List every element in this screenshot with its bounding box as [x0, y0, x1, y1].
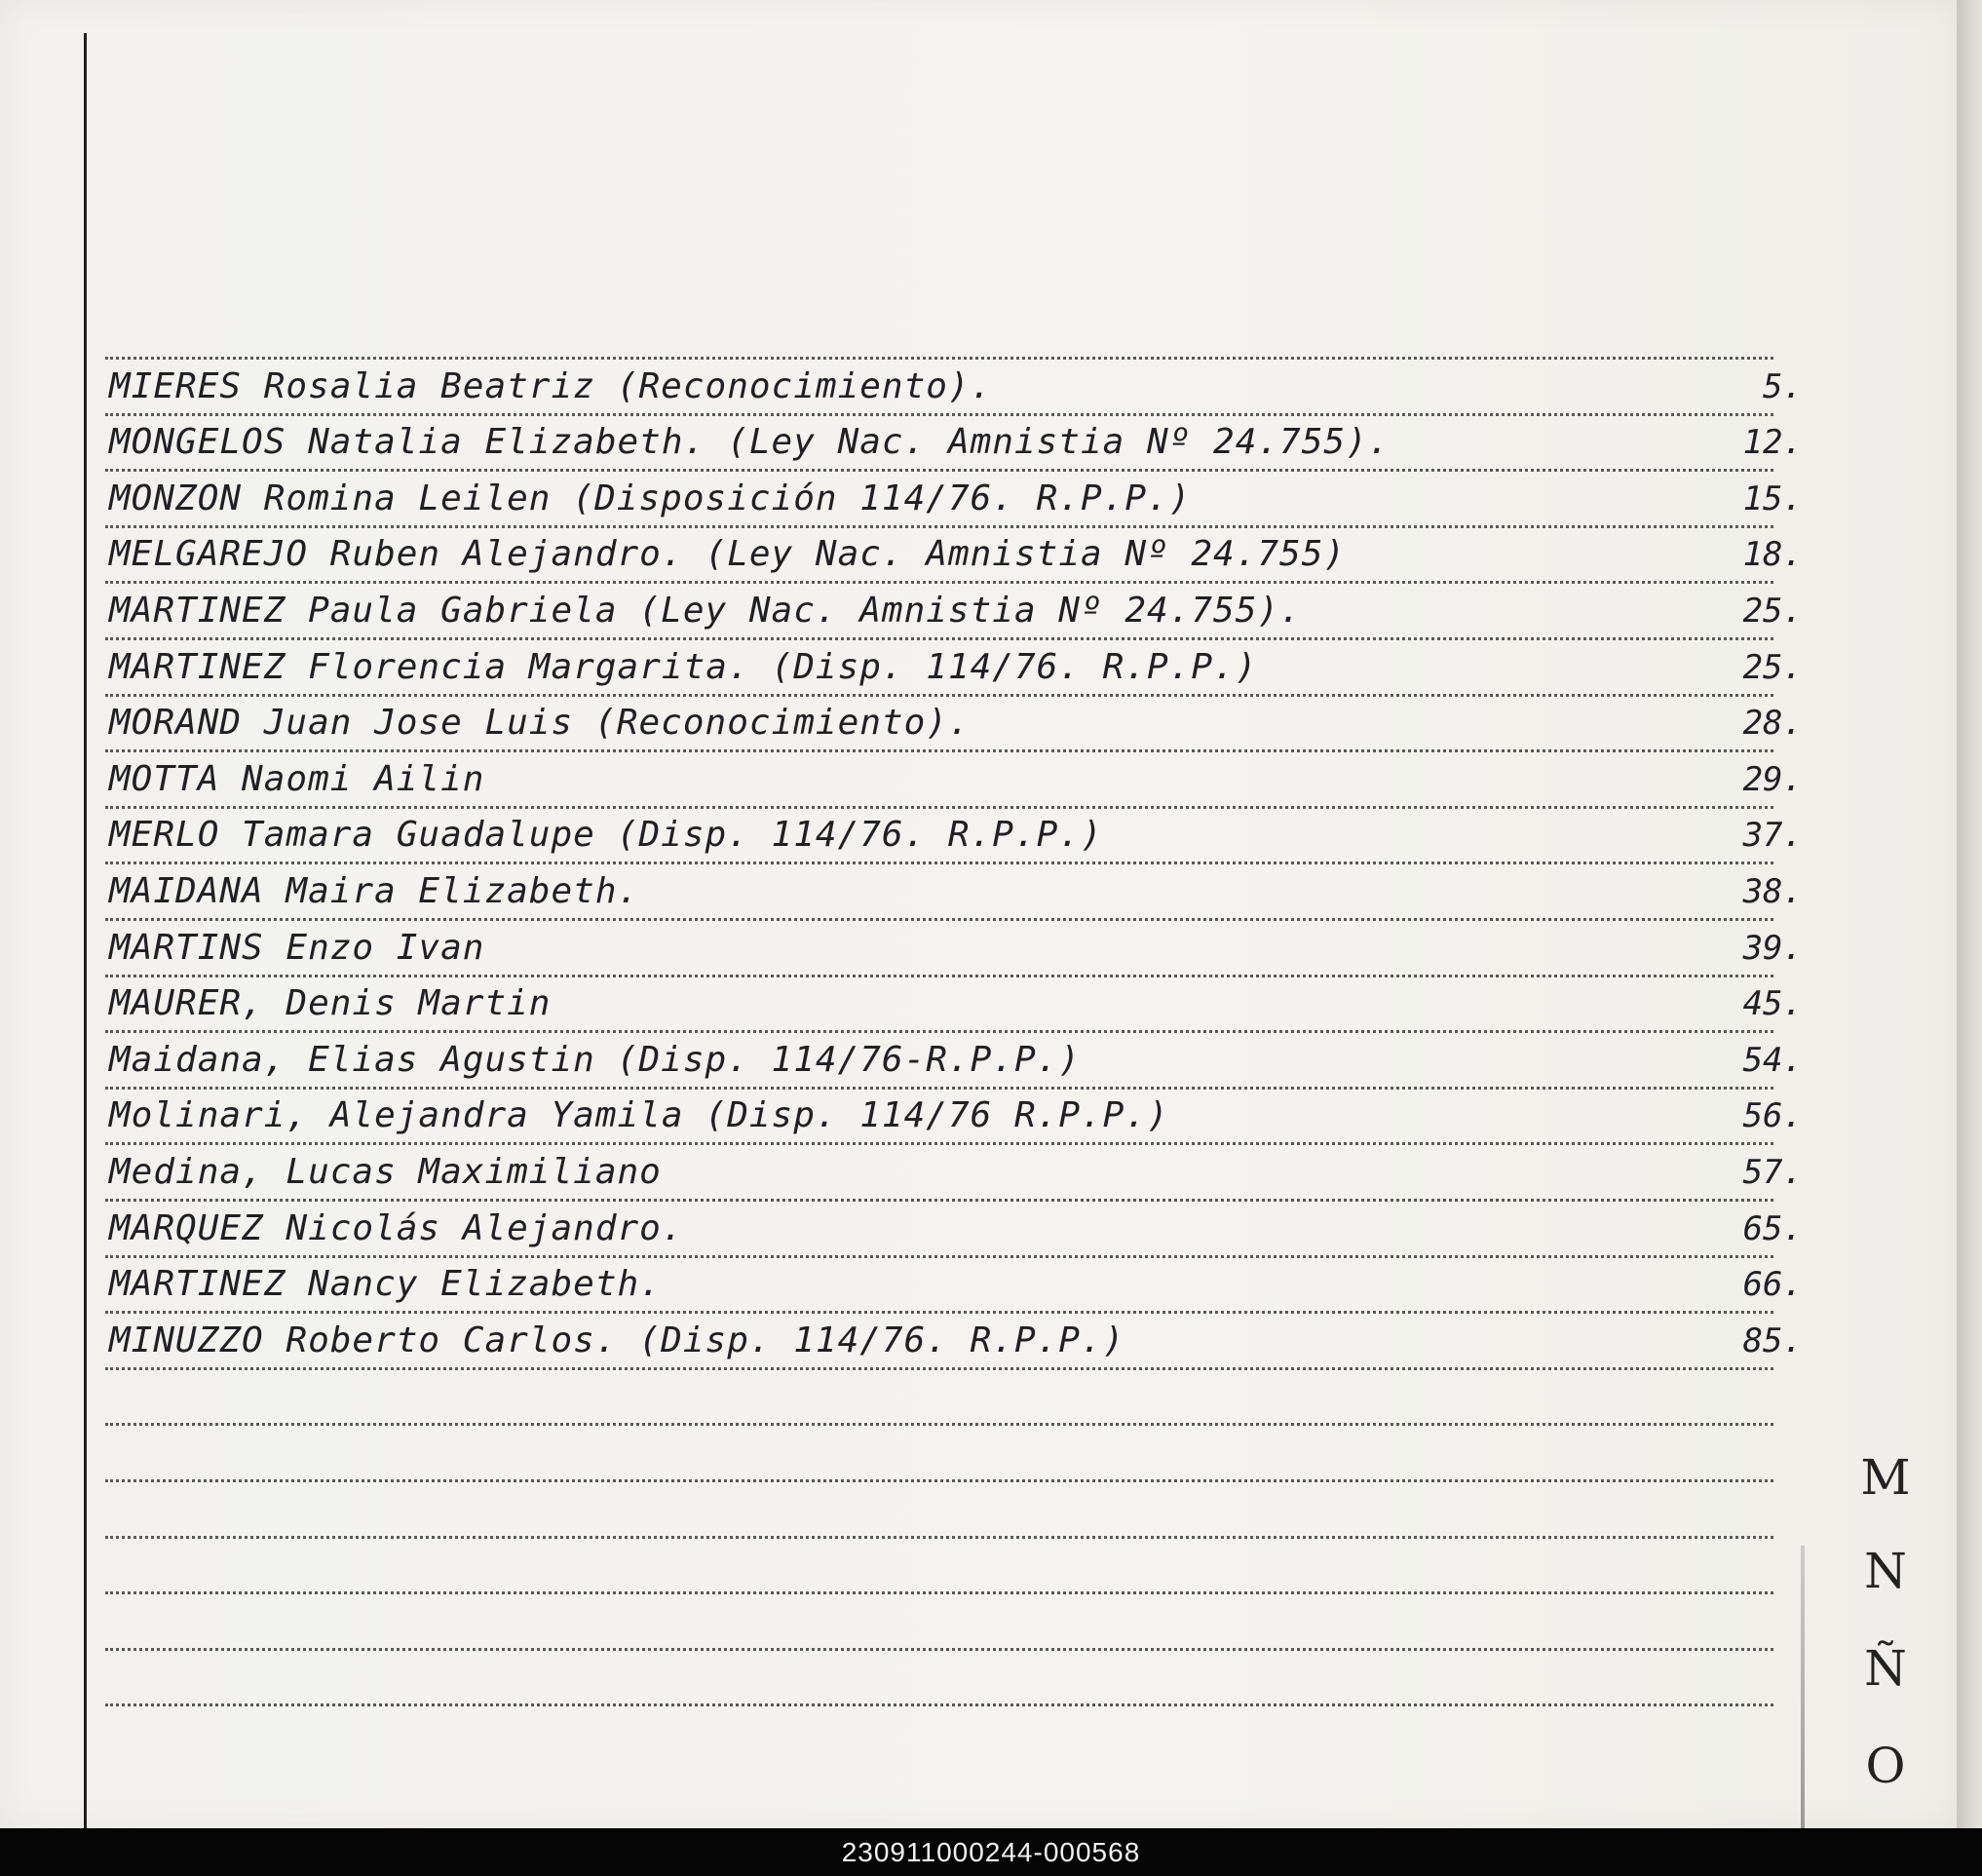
list-item	[109, 1201, 1551, 1257]
footer-bar	[0, 1828, 1982, 1876]
entry-page-number: 5.	[1763, 367, 1803, 406]
index-tab-letter[interactable]: N	[1864, 1543, 1907, 1599]
list-item	[109, 414, 1551, 471]
entry-name: Medina, Lucas Maximiliano	[109, 1152, 662, 1192]
ruled-line	[105, 1423, 1773, 1426]
entry-page-number: 18.	[1742, 535, 1803, 574]
ruled-line	[105, 1479, 1773, 1482]
list-item	[109, 471, 1551, 527]
entry-note: (Disp. 114/76 R.P.P.)	[705, 1095, 1169, 1135]
entry-name: MARTINS Enzo Ivan	[109, 928, 485, 968]
entry-note: (Disp. 114/76. R.P.P.)	[616, 815, 1103, 855]
entry-page-number: 54.	[1742, 1041, 1803, 1080]
entry-page-number: 25.	[1742, 648, 1803, 687]
entry-page-number: 57.	[1742, 1153, 1803, 1192]
entry-name: MELGAREJO Ruben Alejandro.	[109, 534, 684, 574]
entry-name: MARTINEZ Paula Gabriela	[109, 591, 618, 631]
entry-page-number: 85.	[1742, 1321, 1803, 1360]
entry-page-number: 29.	[1742, 760, 1803, 799]
list-item	[109, 1032, 1551, 1089]
entry-name: MARTINEZ Florencia Margarita.	[109, 647, 750, 687]
entry-name: MAURER, Denis Martin	[109, 983, 552, 1023]
entry-name: MONZON Romina Leilen	[109, 479, 552, 518]
document-code: 230911000244-000568	[841, 1837, 1141, 1867]
entry-name: MIERES Rosalia Beatriz	[109, 366, 595, 406]
entry-page-number: 39.	[1742, 929, 1803, 968]
ruled-line	[105, 1648, 1773, 1651]
entry-name: MORAND Juan Jose Luis	[109, 703, 574, 743]
entry-note: (Reconocimiento).	[616, 366, 993, 406]
entry-page-number: 45.	[1742, 984, 1803, 1023]
entry-page-number: 28.	[1742, 704, 1803, 743]
list-item	[109, 526, 1551, 583]
list-item	[109, 863, 1551, 920]
entry-note: (Ley Nac. Amnistia Nº 24.755).	[727, 422, 1391, 462]
list-item	[109, 1313, 1551, 1369]
entry-page-number: 37.	[1742, 816, 1803, 855]
page-edge	[1957, 0, 1982, 1828]
entry-page-number: 15.	[1742, 479, 1803, 518]
entry-name: MAIDANA Maira Elizabeth.	[109, 871, 640, 911]
list-item	[109, 920, 1551, 976]
entry-page-number: 25.	[1742, 592, 1803, 631]
list-item	[109, 1088, 1551, 1144]
list-item	[109, 807, 1551, 863]
list-item	[109, 639, 1551, 696]
entry-page-number: 38.	[1742, 872, 1803, 911]
index-tab-letter[interactable]: O	[1865, 1738, 1906, 1794]
entry-name: MERLO Tamara Guadalupe	[109, 815, 595, 855]
entry-name: MOTTA Naomi Ailin	[109, 759, 485, 799]
index-tab-letter[interactable]: Ñ	[1864, 1640, 1907, 1697]
entry-page-number: 65.	[1742, 1209, 1803, 1248]
ruled-line	[105, 1591, 1773, 1594]
entry-name: MONGELOS Natalia Elizabeth.	[109, 422, 706, 462]
list-item	[109, 583, 1551, 639]
entry-note: (Disposición 114/76. R.P.P.)	[572, 479, 1192, 518]
list-item	[109, 359, 1551, 415]
entry-note: (Ley Nac. Amnistia Nº 24.755)	[705, 534, 1347, 574]
entry-name: Maidana, Elias Agustin	[109, 1040, 595, 1080]
list-item	[109, 751, 1551, 808]
ruled-line	[105, 1704, 1773, 1706]
entry-note: (Disp. 114/76. R.P.P.)	[771, 647, 1258, 687]
list-item	[109, 1256, 1551, 1313]
margin-rule	[84, 33, 87, 1828]
entry-note: (Reconocimiento).	[594, 703, 971, 743]
list-item	[109, 1144, 1551, 1201]
list-item	[109, 695, 1551, 751]
index-tab-letter[interactable]: M	[1860, 1449, 1911, 1506]
entry-note: (Disp. 114/76-R.P.P.)	[616, 1040, 1081, 1080]
entry-note: (Ley Nac. Amnistia Nº 24.755).	[638, 591, 1302, 631]
ruled-line	[105, 1536, 1773, 1539]
list-item	[109, 976, 1551, 1032]
entry-name: MARTINEZ Nancy Elizabeth.	[109, 1264, 662, 1304]
entry-page-number: 12.	[1742, 423, 1803, 462]
entry-page-number: 66.	[1742, 1265, 1803, 1304]
entry-name: MARQUEZ Nicolás Alejandro.	[109, 1208, 684, 1248]
entry-name: MINUZZO Roberto Carlos.	[109, 1321, 618, 1360]
entry-note: (Disp. 114/76. R.P.P.)	[638, 1321, 1125, 1360]
entry-name: Molinari, Alejandra Yamila	[109, 1095, 684, 1135]
index-tab-edge	[1801, 1546, 1805, 1828]
entry-page-number: 56.	[1742, 1096, 1803, 1135]
